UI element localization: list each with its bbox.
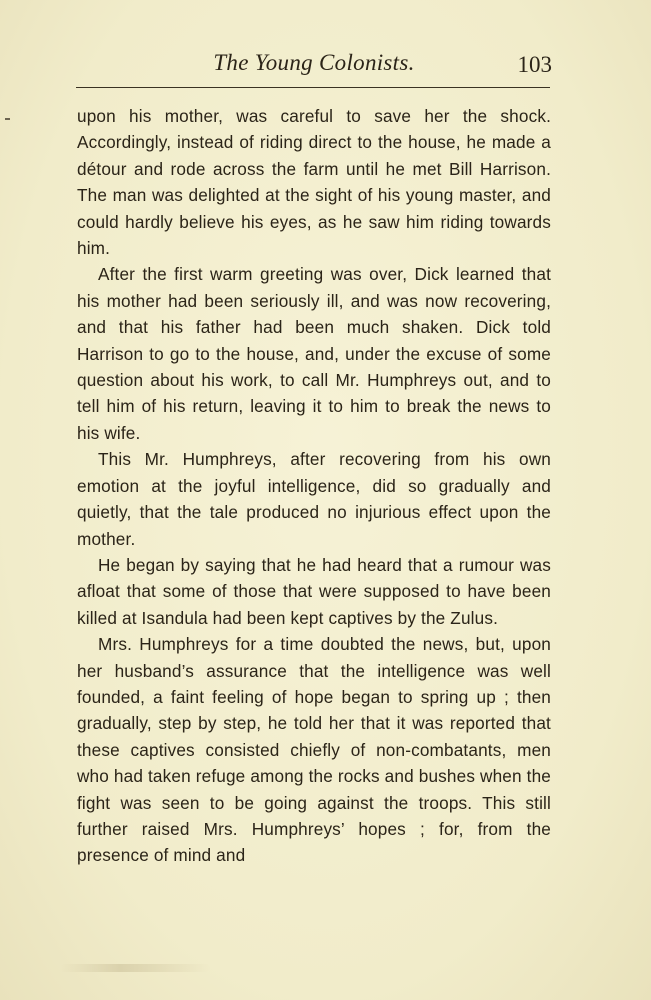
paragraph-3: This Mr. Humphreys, after recovering from his own emotion at the joyful intelligence, did so gradually and quietly, that the tale produced no injurious effect upon the mother. (77, 449, 551, 549)
running-title: The Young Colonists. (213, 50, 415, 75)
page-header (76, 50, 552, 82)
paragraph-2: After the first warm greeting was over, Dick learned that his mother had been seriously ill, and was now recovering, and that his father had been much shaken. Dick told Harrison to go to the house, and, under the excuse of some question about his work, to call Mr. Humphreys out, and to tell him of his return, leaving it to him to break the news to his wife. (77, 264, 551, 443)
page-number: 103 (517, 52, 552, 77)
header-rule (76, 87, 550, 88)
paragraph-4: He began by saying that he had heard that a rumour was afloat that some of those that were supposed to have been killed at Isandula had been kept captives by the Zulus. (77, 554, 551, 628)
body-text (77, 103, 551, 869)
margin-mark (5, 118, 10, 120)
paragraph-1: upon his mother, was careful to save her the shock. Accordingly, instead of riding direct to the house, he made a détour and rode across the farm until he met Bill Harrison. The man was delighted at the sight of his young master, and could hardly believe his eyes, as he saw him riding towards him. (77, 106, 551, 259)
paragraph-5: Mrs. Humphreys for a time doubted the news, but, upon her husband’s assurance that the intelligence was well founded, a faint feeling of hope began to spring up ; then gradually, step by step, he told her that it was reported that these captives consisted chiefly of non-combatants, men who had taken refuge among the rocks and bushes when the fight was seen to be going against the troops. This still further raised Mrs. Humphreys’ hopes ; for, from the presence of mind and (77, 634, 551, 866)
page-smudge (60, 964, 210, 972)
